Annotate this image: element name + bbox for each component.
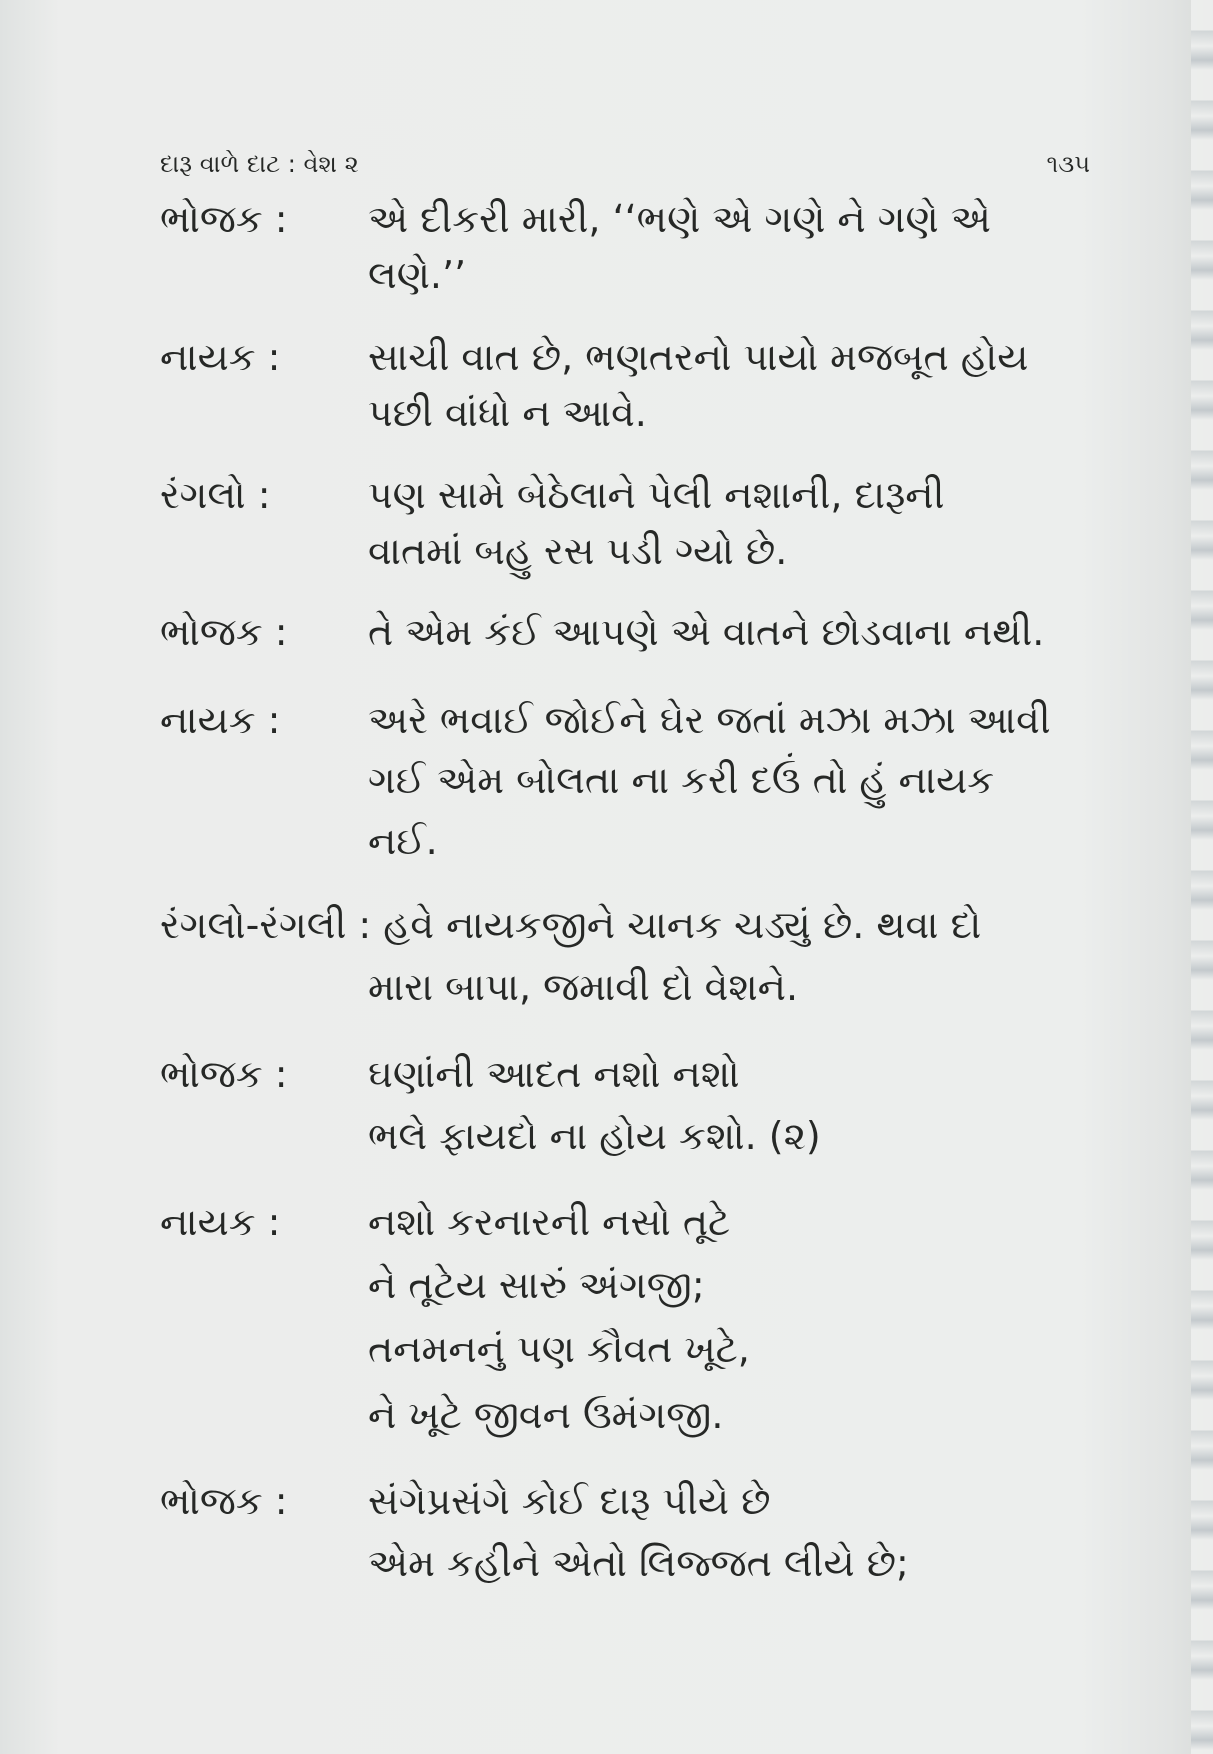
dialogue-line: તનમનનું પણ કૌવત ખૂટે, xyxy=(368,1327,750,1371)
speaker-name: ભોજક : xyxy=(160,1479,288,1523)
dialogue-line: નઈ. xyxy=(368,819,438,863)
dialogue-line: ગઈ એમ બોલતા ના કરી દઉં તો હું નાયક xyxy=(368,758,995,802)
page-number: ૧૩૫ xyxy=(1046,150,1090,178)
dialogue-line: વાતમાં બહુ રસ પડી ગ્યો છે. xyxy=(368,529,788,573)
dialogue-line: મારા બાપા, જમાવી દો વેશને. xyxy=(368,965,799,1009)
dialogue-line: ભલે ફાયદો ના હોય કશો. (૨) xyxy=(368,1114,821,1158)
speaker-name: નાયક : xyxy=(160,698,281,742)
dialogue-line: તે એમ કંઈ આપણે એ વાતને છોડવાના નથી. xyxy=(368,610,1045,654)
speaker-name xyxy=(160,902,981,948)
header-title: દારૂ વાળે દાટ : વેશ ૨ xyxy=(160,150,359,178)
speaker-label: રંગલો-રંગલી : xyxy=(160,903,372,947)
dialogue-line: હવે નાયકજીને ચાનક ચડ્યું છે. થવા દો xyxy=(383,903,982,947)
dialogue-line: ઘણાંની આદત નશો નશો xyxy=(368,1052,740,1096)
speaker-name: ભોજક : xyxy=(160,610,288,654)
dialogue-line: પછી વાંધો ન આવે. xyxy=(368,391,647,435)
speaker-name: રંગલો : xyxy=(160,473,271,517)
dialogue-line: એમ કહીને એતો લિજ્જત લીયે છે; xyxy=(368,1541,909,1585)
dialogue-line: અરે ભવાઈ જોઈને ઘેર જતાં મઝા મઝા આવી xyxy=(368,698,1051,742)
speaker-name: ભોજક : xyxy=(160,1052,288,1096)
adjacent-page-edge xyxy=(1191,0,1213,1754)
speaker-name: નાયક : xyxy=(160,335,281,379)
dialogue-line: ને ખૂટે જીવન ઉમંગજી. xyxy=(368,1393,724,1437)
speaker-name: નાયક : xyxy=(160,1200,281,1244)
dialogue-line: લણે.’’ xyxy=(368,253,467,297)
dialogue-line: સાચી વાત છે, ભણતરનો પાયો મજબૂત હોય xyxy=(368,335,1029,379)
running-header xyxy=(160,150,1090,190)
dialogue-line: સંગેપ્રસંગે કોઈ દારૂ પીયે છે xyxy=(368,1479,771,1523)
speaker-name: ભોજક : xyxy=(160,197,288,241)
dialogue-line: પણ સામે બેઠેલાને પેલી નશાની, દારૂની xyxy=(368,473,945,517)
dialogue-line: ને તૂટેય સારું અંગજી; xyxy=(368,1263,705,1307)
dialogue-line: એ દીકરી મારી, ‘‘ભણે એ ગણે ને ગણે એ xyxy=(368,197,991,241)
dialogue-line: નશો કરનારની નસો તૂટે xyxy=(368,1200,731,1244)
